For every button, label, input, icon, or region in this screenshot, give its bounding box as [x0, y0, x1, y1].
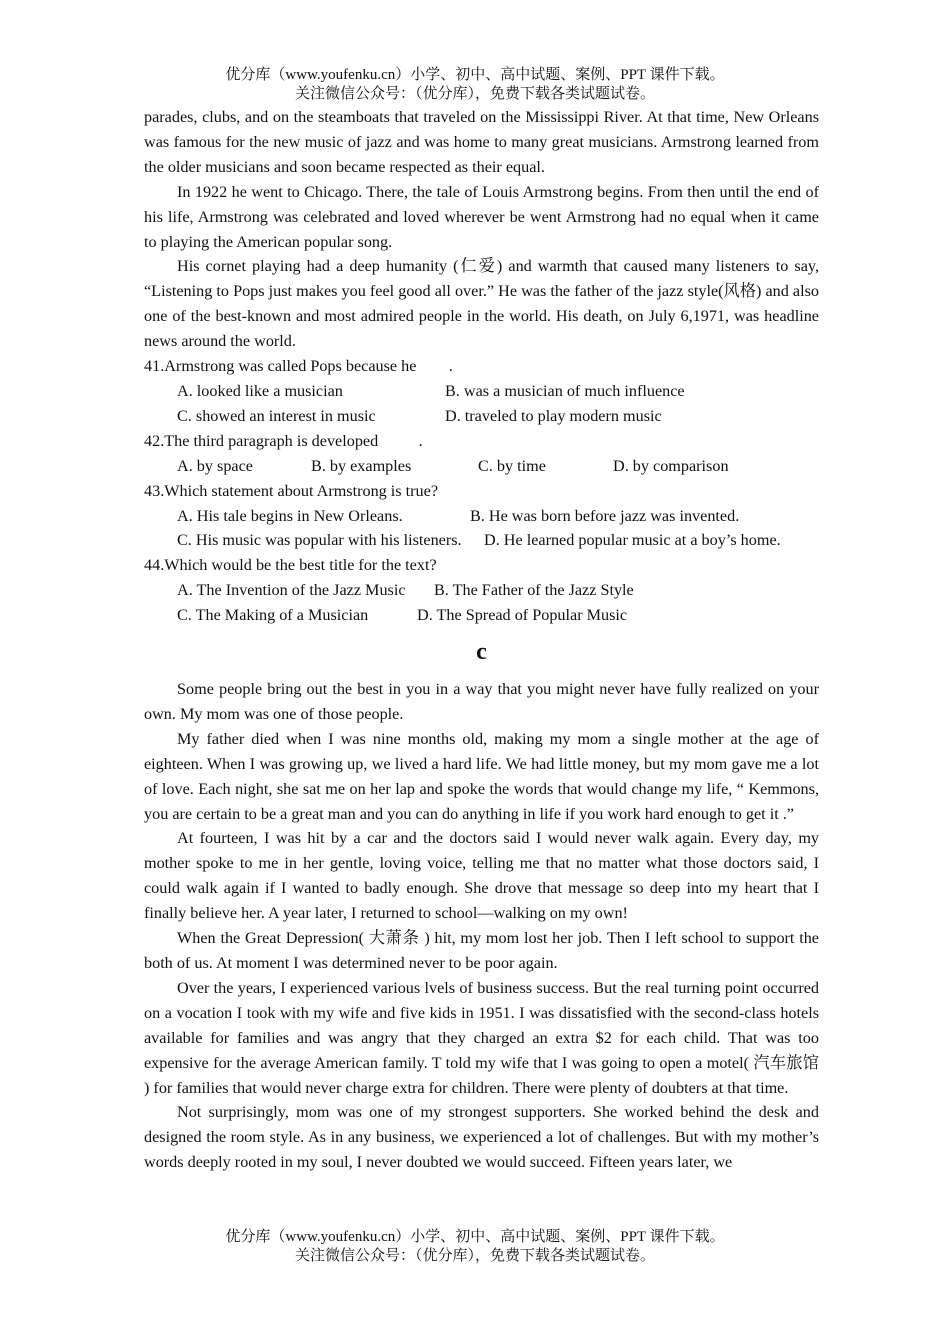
question-44-option-c: C. The Making of a Musician [177, 606, 369, 625]
question-41-options-row-1 [144, 379, 819, 404]
passage-c-paragraph-6: Not surprisingly, mom was one of my strongest supporters. She worked behind the desk and designed the room style. As in any business, we experienced a lot of challenges. But with my mother’s words deeply rooted in my soul, I never doubted we would succeed. Fifteen years later, we [144, 1103, 819, 1172]
question-43-options-row-1 [144, 504, 819, 529]
page-footer [0, 1228, 950, 1266]
header-line-2: 关注微信公众号：（优分库），免费下载各类试题试卷。 [294, 86, 655, 102]
passage-b-paragraph-3: His cornet playing had a deep humanity (仁爱) and warmth that caused many listeners to say, “Listening to Pops just makes you feel good all over.” He was the father of the jazz style(风格) and also one of the best-known and most admired people in the world. His death, on July 6,1971, was headline news around the world. [144, 257, 819, 351]
question-44-stem: 44.Which would be the best title for the text? [144, 556, 437, 575]
passage-c-paragraph-3: At fourteen, I was hit by a car and the doctors said I would never walk again. Every day, my mother spoke to me in her gentle, loving voice, telling me that no matter what those doctors said, I could walk again if I wanted to badly enough. She drove that message so deep into my heart that I finally believe her. A year later, I returned to school—walking on my own! [144, 829, 819, 923]
question-41-stem: 41.Armstrong was called Pops because he . [144, 357, 453, 376]
passage-b-paragraph-2: In 1922 he went to Chicago. There, the tale of Louis Armstrong begins. From then until the end of his life, Armstrong was celebrated and loved wherever be went Armstrong had no equal when it came to playing the American popular song. [144, 182, 819, 251]
footer-line-1: 优分库（www.youfenku.cn）小学、初中、高中试题、案例、PPT 课件下载。 [225, 1229, 725, 1245]
section-c-heading: c [476, 639, 487, 666]
question-42-option-d: D. by comparison [613, 456, 729, 475]
question-43-stem: 43.Which statement about Armstrong is true? [144, 481, 439, 500]
question-41-option-a: A. looked like a musician [177, 381, 343, 400]
question-43-option-b: B. He was born before jazz was invented. [470, 506, 740, 525]
question-43-option-c: C. His music was popular with his listeners. [177, 531, 462, 550]
question-42-option-a: A. by space [177, 456, 253, 475]
question-42-options [144, 454, 819, 479]
passage-c-paragraph-1: Some people bring out the best in you in a way that you might never have fully realized on your own. My mom was one of those people. [144, 680, 819, 723]
question-43-option-d: D. He learned popular music at a boy’s home. [484, 531, 781, 550]
question-41-options-row-2 [144, 404, 819, 429]
page-header [0, 66, 950, 104]
question-44-option-d: D. The Spread of Popular Music [417, 606, 628, 625]
page-body [144, 105, 819, 1175]
question-41-option-d: D. traveled to play modern music [445, 406, 662, 425]
passage-b-paragraph-1: parades, clubs, and on the steamboats that traveled on the Mississippi River. At that time, New Orleans was famous for the new music of jazz and was home to many great musicians. Armstrong learned from the older musicians and soon became respected as their equal. [144, 108, 819, 176]
question-44-option-a: A. The Invention of the Jazz Music [177, 581, 406, 600]
question-41-option-b: B. was a musician of much influence [445, 381, 685, 400]
question-42-option-b: B. by examples [311, 456, 412, 475]
header-line-1: 优分库（www.youfenku.cn）小学、初中、高中试题、案例、PPT 课件下载。 [225, 67, 725, 83]
footer-line-2: 关注微信公众号：（优分库），免费下载各类试题试卷。 [294, 1248, 655, 1264]
question-44-options-row-1 [144, 578, 819, 603]
passage-c-paragraph-5: Over the years, I experienced various lvels of business success. But the real turning point occurred on a vocation I took with my wife and five kids in 1951. I was dissatisfied with the second-class hotels available for families and was angry that they charged an extra $2 for each child. That was too expensive for the average American family. T told my wife that I was going to open a motel( 汽车旅馆 ) for families that would never charge extra for children. There were plenty of doubters at that time. [144, 978, 819, 1097]
question-42-option-c: C. by time [478, 456, 546, 475]
passage-c-paragraph-2: My father died when I was nine months old, making my mom a single mother at the age of eighteen. When I was growing up, we lived a hard life. We had little money, but my mom gave me a lot of love. Each night, she sat me on her lap and spoke the words that would change my life, “ Kemmons, you are certain to be a great man and you can do anything in life if you work hard enough to get it .” [144, 729, 819, 823]
question-43-option-a: A. His tale begins in New Orleans. [177, 506, 403, 525]
question-42-stem: 42.The third paragraph is developed . [144, 431, 423, 450]
passage-c-paragraph-4: When the Great Depression( 大萧条 ) hit, my mom lost her job. Then I left school to support the both of us. At moment I was determined never to be poor again. [144, 929, 819, 972]
question-44-option-b: B. The Father of the Jazz Style [434, 581, 634, 600]
question-41-option-c: C. showed an interest in music [177, 406, 376, 425]
question-44-options-row-2 [144, 603, 819, 628]
question-43-options-row-2 [144, 528, 819, 553]
